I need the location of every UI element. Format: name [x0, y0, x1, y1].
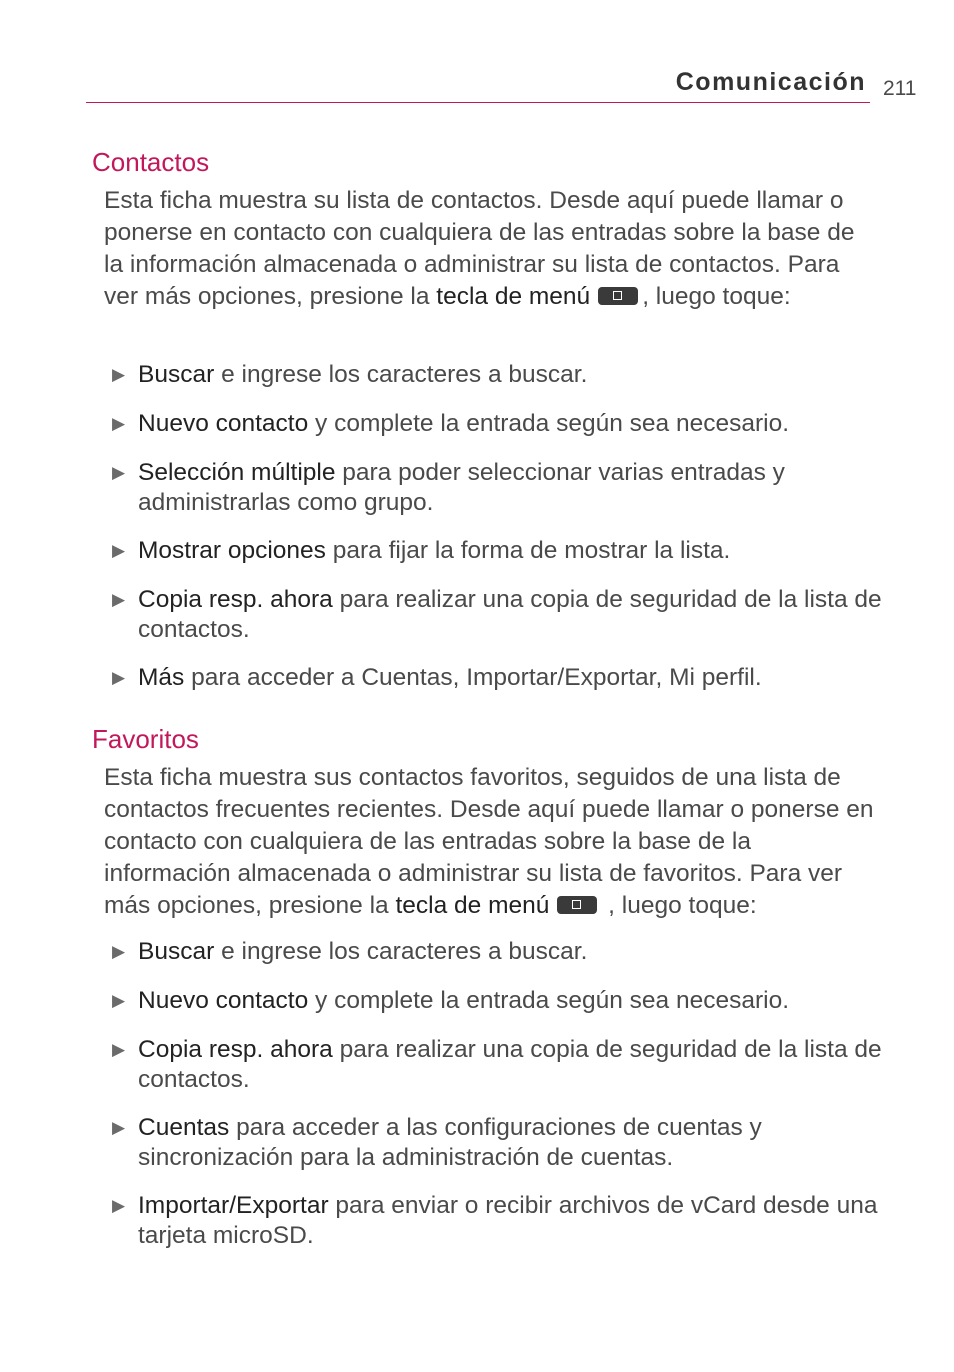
triangle-right-icon: ▶: [112, 590, 126, 609]
triangle-right-icon: ▶: [112, 991, 126, 1010]
list-item: ▶ Buscar e ingrese los caracteres a buscar.: [112, 361, 588, 388]
section-intro-contactos: Esta ficha muestra su lista de contactos. Desde aquí puede llamar o ponerse en contacto con cualquiera de las entradas sobre la base de la información almacenada o administrar su lista de contactos. Para ver más opciones, presione la tecla de menú , luego toque:: [104, 187, 855, 310]
triangle-right-icon: ▶: [112, 541, 126, 560]
list-item: ▶ Nuevo contacto y complete la entrada según sea necesario.: [112, 987, 790, 1014]
menu-key-label: tecla de menú: [436, 283, 591, 310]
triangle-right-icon: ▶: [112, 365, 126, 384]
list-item: ▶ Más para acceder a Cuentas, Importar/Exportar, Mi perfil.: [112, 664, 762, 691]
list-item: ▶ Copia resp. ahora para realizar una copia de seguridad de la lista de contactos.: [112, 586, 882, 643]
triangle-right-icon: ▶: [112, 1118, 126, 1137]
menu-key-icon: [557, 896, 597, 914]
list-item: ▶ Copia resp. ahora para realizar una copia de seguridad de la lista de contactos.: [112, 1036, 882, 1093]
list-item: ▶ Cuentas para acceder a las configuraciones de cuentas y sincronización para la administración de cuentas.: [112, 1114, 762, 1171]
triangle-right-icon: ▶: [112, 463, 126, 482]
section-intro-favoritos: Esta ficha muestra sus contactos favoritos, seguidos de una lista de contactos frecuentes recientes. Desde aquí puede llamar o ponerse en contacto con cualquiera de las entradas sobre la base de la información almacenada o administrar su lista de favoritos. Para ver más opciones, presione la tecla de menú , luego toque:: [104, 764, 874, 919]
triangle-right-icon: ▶: [112, 668, 126, 687]
page-number: 211: [883, 77, 917, 100]
page-header: [86, 68, 870, 103]
list-item: ▶ Nuevo contacto y complete la entrada según sea necesario.: [112, 410, 790, 437]
list-item: ▶ Importar/Exportar para enviar o recibir archivos de vCard desde una tarjeta microSD.: [112, 1192, 878, 1249]
triangle-right-icon: ▶: [112, 1040, 126, 1059]
section-title-favoritos: Favoritos: [92, 724, 199, 754]
list-item: ▶ Mostrar opciones para fijar la forma de mostrar la lista.: [112, 537, 731, 564]
triangle-right-icon: ▶: [112, 414, 126, 433]
chapter-title: Comunicación: [675, 68, 866, 96]
menu-key-icon: [598, 287, 638, 305]
list-item: ▶ Selección múltiple para poder seleccionar varias entradas y administrarlas como grupo.: [112, 459, 785, 516]
list-item: ▶ Buscar e ingrese los caracteres a buscar.: [112, 938, 588, 965]
triangle-right-icon: ▶: [112, 942, 126, 961]
menu-key-label: tecla de menú: [395, 892, 550, 919]
triangle-right-icon: ▶: [112, 1196, 126, 1215]
section-title-contactos: Contactos: [92, 147, 210, 177]
